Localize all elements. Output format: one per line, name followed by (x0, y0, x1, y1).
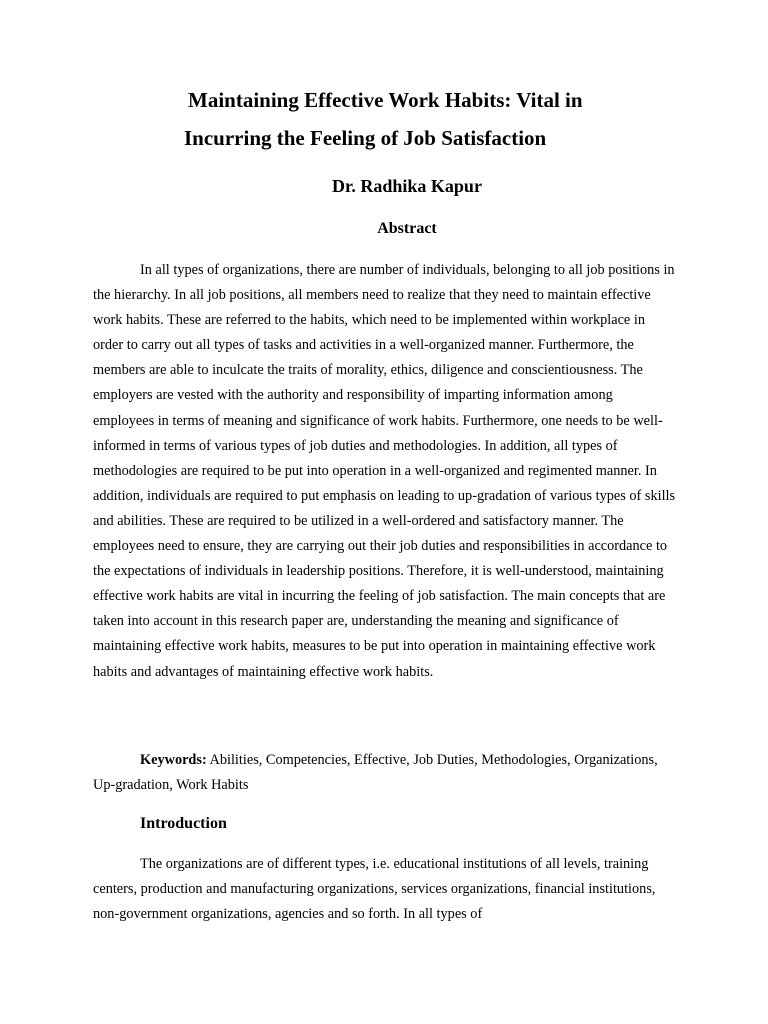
paper-title-line-2: Incurring the Feeling of Job Satisfaction (184, 126, 547, 150)
introduction-heading: Introduction (140, 815, 227, 832)
keywords-list: Abilities, Competencies, Effective, Job Duties, Methodologies, Organizations, Up-gradation, Work Habits (93, 752, 658, 794)
abstract-paragraph: In all types of organizations, there are number of individuals, belonging to all job positions in the hierarchy. In all job positions, all members need to realize that they need to maintain effective work habits. These are referred to the habits, which need to be implemented within workplace in order to carry out all types of tasks and activities in a well-organized manner. Furthermore, the members are able to inculcate the traits of morality, ethics, diligence and conscientiousness. The employers are vested with the authority and responsibility of imparting information among employees in terms of meaning and significance of work habits. Furthermore, one needs to be well-informed in terms of various types of job duties and methodologies. In addition, all types of methodologies are required to be put into operation in a well-organized and regimented manner. In addition, individuals are required to put emphasis on leading to up-gradation of various types of skills and abilities. These are required to be utilized in a well-ordered and satisfactory manner. The employees need to ensure, they are carrying out their job duties and responsibilities in accordance to the expectations of individuals in leadership positions. Therefore, it is well-understood, maintaining effective work habits are vital in incurring the feeling of job satisfaction. The main concepts that are taken into account in this research paper are, understanding the meaning and significance of maintaining effective work habits, measures to be put into operation in maintaining effective work habits and advantages of maintaining effective work habits. (93, 262, 676, 680)
abstract-heading: Abstract (377, 220, 437, 237)
keywords-paragraph (93, 748, 676, 798)
author-name: Dr. Radhika Kapur (332, 176, 482, 196)
paper-title-line-1: Maintaining Effective Work Habits: Vital in (188, 88, 583, 112)
keywords-label: Keywords: (140, 752, 207, 768)
introduction-paragraph: The organizations are of different types, i.e. educational institutions of all levels, training centers, production and manufacturing organizations, services organizations, financial institutions, non-government organizations, agencies and so forth. In all types of (93, 856, 656, 923)
